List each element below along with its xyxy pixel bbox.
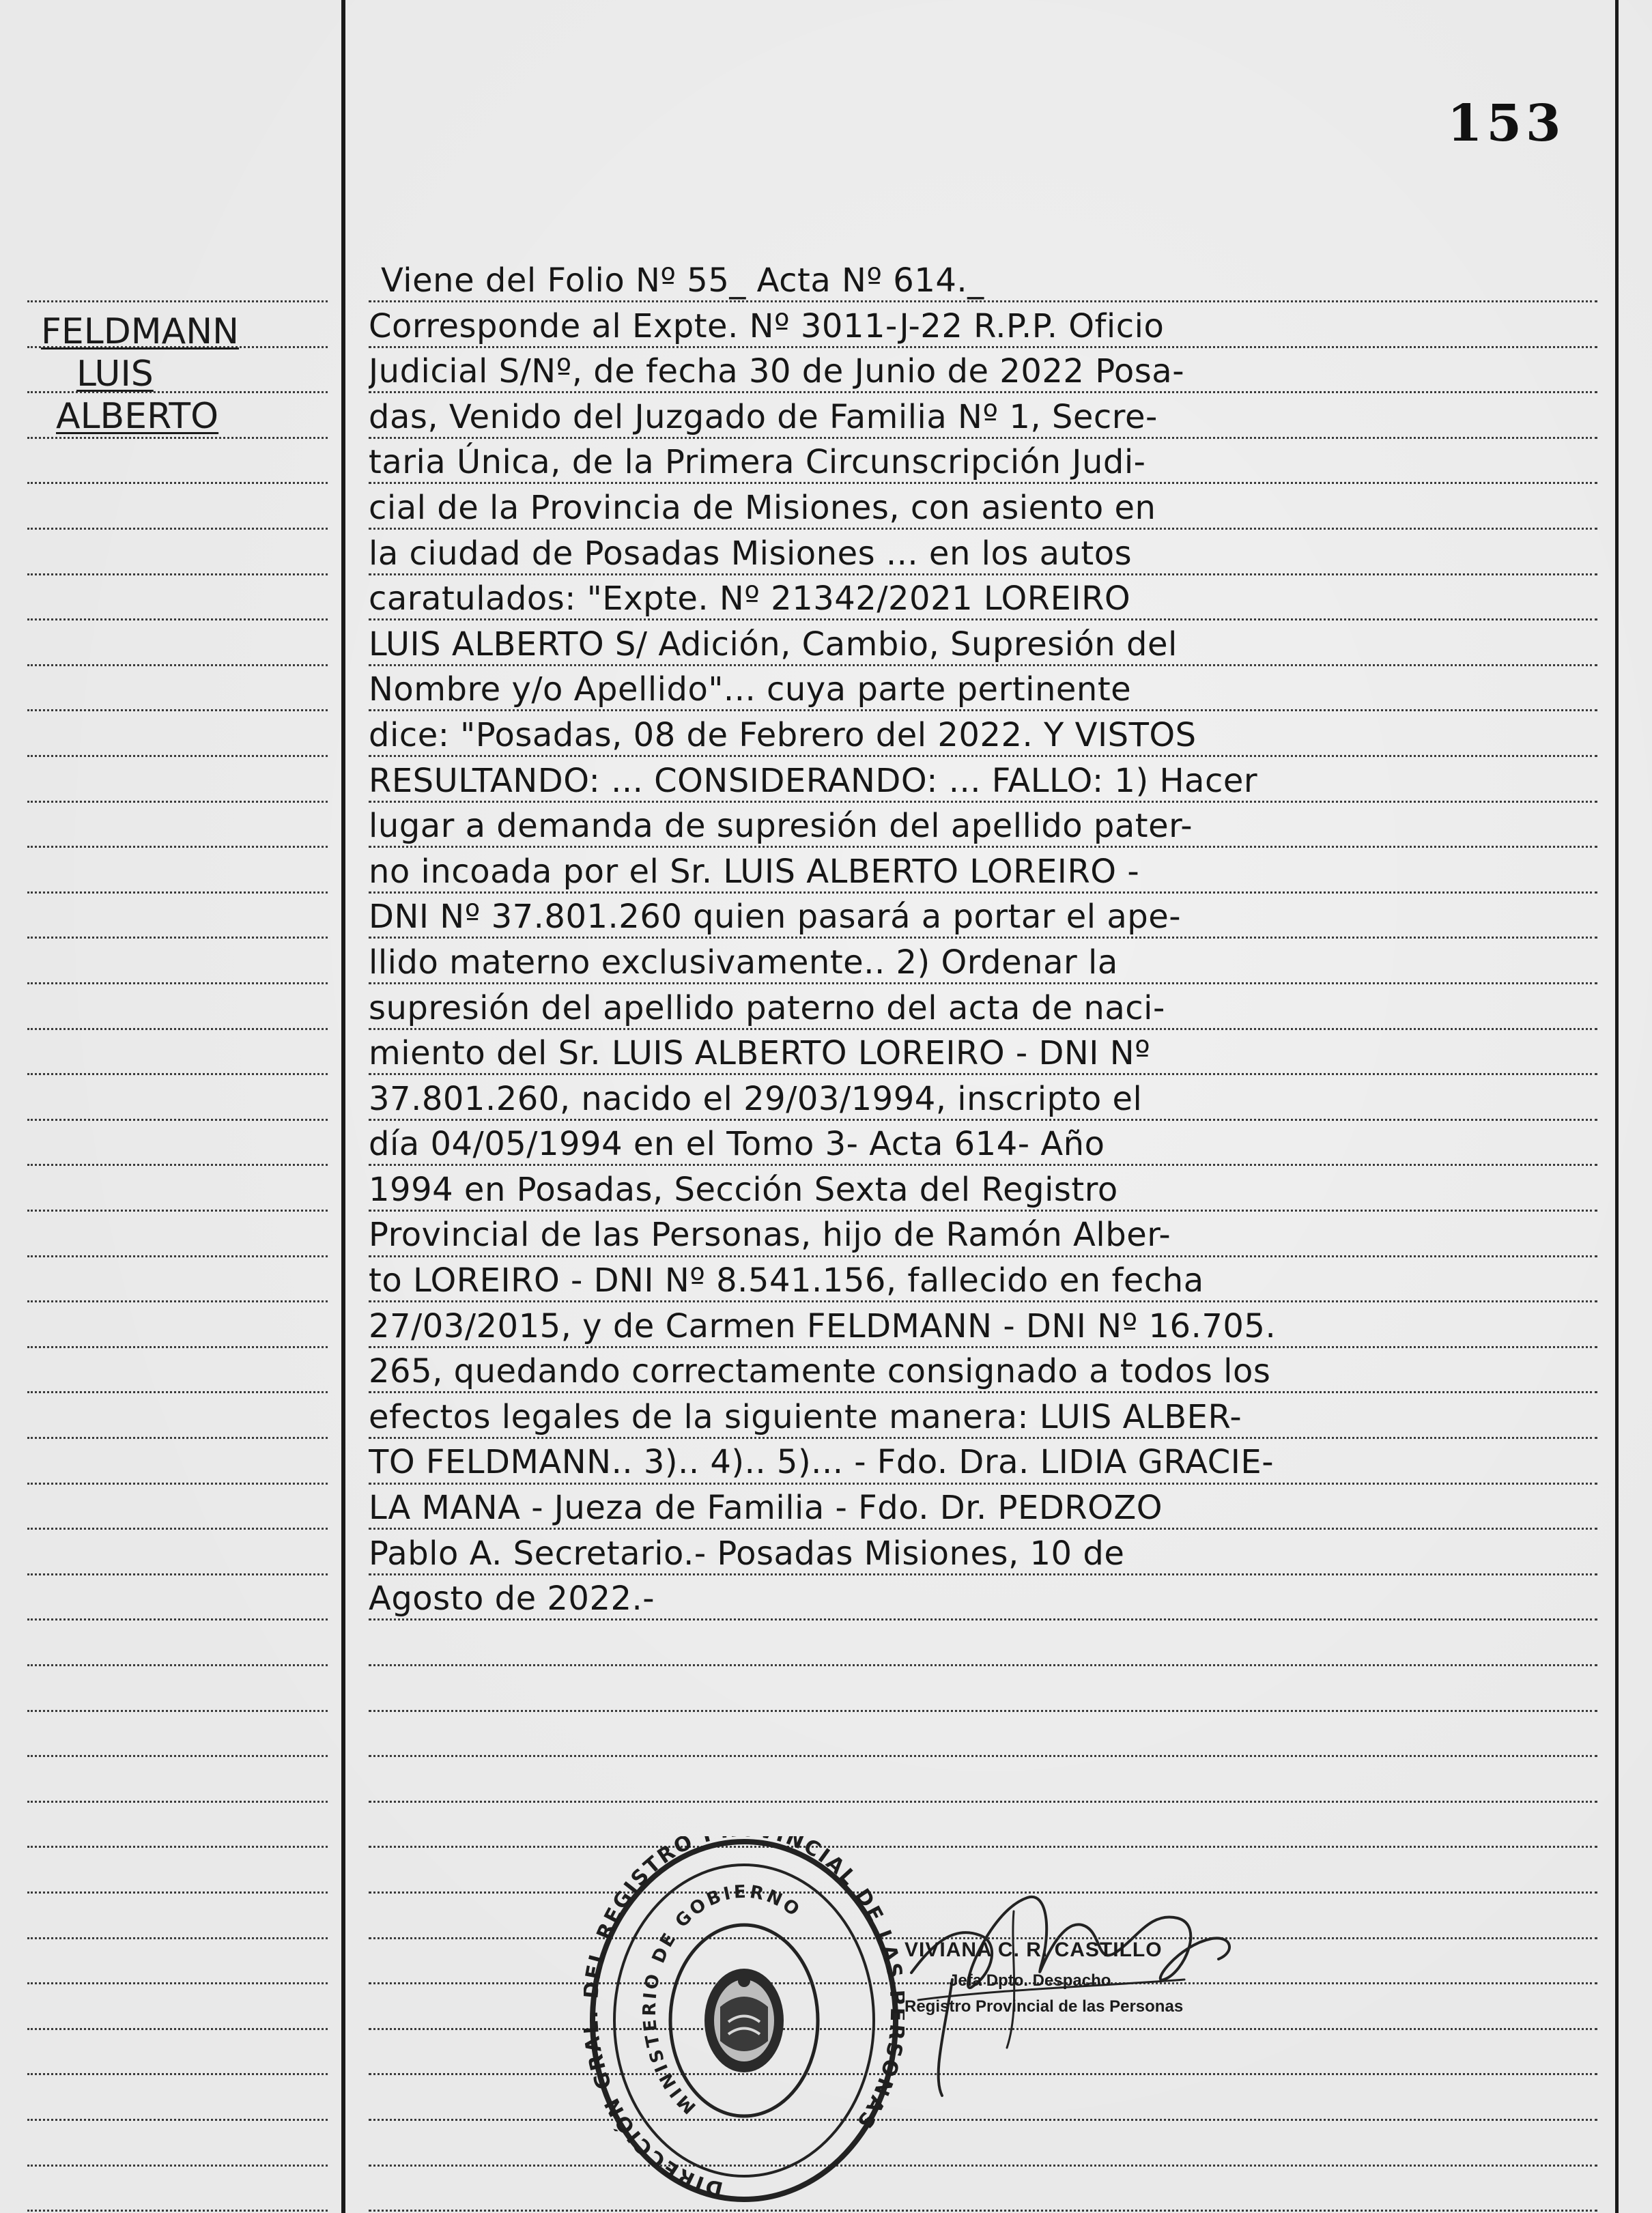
- entry-line: TO FELDMANN.. 3).. 4).. 5)... - Fdo. Dra. LIDIA GRACIE-: [369, 1443, 1274, 1482]
- margin-first-name: LUIS: [76, 354, 154, 395]
- signature-block: [891, 1870, 1246, 2116]
- ruled-line: [27, 1573, 328, 1575]
- entry-line: llido materno exclusivamente.. 2) Ordenar la: [369, 943, 1118, 982]
- entry-line: no incoada por el Sr. LUIS ALBERTO LOREIRO -: [369, 852, 1140, 891]
- ruled-line: [27, 2165, 328, 2167]
- ruled-line: [27, 1346, 328, 1348]
- ruled-line: [369, 1664, 1597, 1666]
- signatory-role: Jefa Dpto. Despacho: [949, 1971, 1111, 1990]
- ruled-line: [27, 1710, 328, 1712]
- entry-line: 265, quedando correctamente consignado a todos los: [369, 1352, 1271, 1391]
- ruled-line: [27, 573, 328, 575]
- ruled-line: [27, 1483, 328, 1485]
- left-margin-rule: [341, 0, 345, 2213]
- entry-line: 37.801.260, nacido el 29/03/1994, inscripto el: [369, 1079, 1143, 1118]
- ruled-line: [369, 1801, 1597, 1803]
- handwritten-signature: [891, 1870, 1246, 2116]
- ruled-line: [369, 1755, 1597, 1757]
- ruled-line: [27, 2073, 328, 2075]
- ruled-line: [27, 528, 328, 530]
- entry-line: cial de la Provincia de Misiones, con asiento en: [369, 488, 1156, 527]
- handwritten-entry: [369, 258, 1604, 1622]
- right-margin-rule: [1615, 0, 1619, 2213]
- ruled-line: [27, 801, 328, 803]
- folio-number: 153: [1447, 94, 1565, 153]
- entry-line: lugar a demanda de supresión del apellido pater-: [369, 807, 1193, 846]
- entry-line: Agosto de 2022.-: [369, 1580, 655, 1618]
- ruled-line: [369, 2165, 1597, 2167]
- entry-line: taria Única, de la Primera Circunscripción Judi-: [369, 443, 1146, 482]
- stamp-inner-text: MINISTERIO DE GOBIERNO: [639, 1881, 806, 2118]
- ruled-line: [27, 982, 328, 984]
- ruled-line: [27, 1846, 328, 1848]
- entry-line: miento del Sr. LUIS ALBERTO LOREIRO - DNI Nº: [369, 1034, 1151, 1073]
- ruled-line: [27, 1210, 328, 1212]
- ruled-line: [369, 2119, 1597, 2121]
- ruled-line: [27, 1028, 328, 1030]
- ruled-line: [27, 709, 328, 711]
- ruled-line: [27, 1391, 328, 1393]
- ruled-line: [27, 482, 328, 484]
- ruled-line: [27, 618, 328, 620]
- entry-line: DNI Nº 37.801.260 quien pasará a portar el ape-: [369, 898, 1182, 937]
- ruled-line: [27, 937, 328, 939]
- ruled-line: [27, 300, 328, 302]
- ruled-line: [27, 755, 328, 757]
- ruled-line: [27, 1801, 328, 1803]
- entry-line: to LOREIRO - DNI Nº 8.541.156, fallecido en fecha: [369, 1261, 1204, 1300]
- ruled-line: [27, 2028, 328, 2030]
- margin-middle-name: ALBERTO: [56, 396, 219, 437]
- stamp-outer-text: DIRECCIÓN GR EL REGISTRO NCIAL DE LAS SONAS: [584, 1836, 905, 2201]
- ruled-line: [27, 1164, 328, 1166]
- entry-line: Judicial S/Nº, de fecha 30 de Junio de 2022 Posa-: [369, 352, 1185, 391]
- ruled-line: [27, 846, 328, 848]
- entry-line: la ciudad de Posadas Misiones ... en los autos: [369, 534, 1133, 573]
- entry-line: das, Venido del Juzgado de Familia Nº 1, Secre-: [369, 397, 1158, 436]
- entry-line: supresión del apellido paterno del acta de naci-: [369, 988, 1165, 1027]
- entry-line: Viene del Folio Nº 55_ Acta Nº 614._: [381, 261, 984, 300]
- ruled-line: [369, 1710, 1597, 1712]
- entry-line: LA MANA - Jueza de Familia - Fdo. Dr. PEDROZO: [369, 1489, 1163, 1528]
- ruled-line: [27, 1119, 328, 1121]
- ruled-line: [27, 1073, 328, 1075]
- ruled-line: [27, 1528, 328, 1530]
- margin-annotation-name: [41, 311, 328, 438]
- entry-line: Nombre y/o Apellido"... cuya parte pertinente: [369, 670, 1132, 709]
- entry-line: Pablo A. Secretario.- Posadas Misiones, 10 de: [369, 1534, 1125, 1573]
- ruled-line: [27, 1891, 328, 1894]
- entry-line: LUIS ALBERTO S/ Adición, Cambio, Supresión del: [369, 625, 1178, 663]
- entry-line: RESULTANDO: ... CONSIDERANDO: ... FALLO: 1) Hacer: [369, 761, 1258, 800]
- ruled-line: [27, 664, 328, 666]
- ruled-line: [27, 1255, 328, 1257]
- signatory-office: Registro Provincial de las Personas: [905, 1997, 1184, 2016]
- ruled-line: [27, 1618, 328, 1621]
- ruled-line: [27, 1937, 328, 1939]
- ruled-line: [27, 1982, 328, 1984]
- entry-line: día 04/05/1994 en el Tomo 3- Acta 614- Año: [369, 1125, 1105, 1164]
- ruled-line: [27, 891, 328, 894]
- ruled-line: [369, 1846, 1597, 1848]
- ruled-line: [27, 2119, 328, 2121]
- ruled-line: [369, 2210, 1597, 2212]
- entry-line: Corresponde al Expte. Nº 3011-J-22 R.P.P. Oficio: [369, 306, 1165, 345]
- signatory-name: VIVIANA C. R. CASTILLO: [905, 1939, 1163, 1961]
- entry-line: caratulados: "Expte. Nº 21342/2021 LOREIRO: [369, 580, 1131, 618]
- official-stamp: [584, 1836, 905, 2205]
- ruled-line: [27, 1300, 328, 1302]
- entry-line: efectos legales de la siguiente manera: LUIS ALBER-: [369, 1397, 1242, 1436]
- entry-line: 27/03/2015, y de Carmen FELDMANN - DNI Nº 16.705.: [369, 1307, 1277, 1345]
- ruled-line: [27, 1664, 328, 1666]
- entry-line: dice: "Posadas, 08 de Febrero del 2022. Y VISTOS: [369, 715, 1197, 754]
- ruled-line: [27, 1755, 328, 1757]
- margin-surname: FELDMANN: [41, 311, 240, 352]
- entry-line: Provincial de las Personas, hijo de Ramón Alber-: [369, 1216, 1171, 1255]
- ruled-line: [27, 1437, 328, 1439]
- coat-of-arms-icon: [704, 1969, 784, 2072]
- entry-line: 1994 en Posadas, Sección Sexta del Registro: [369, 1170, 1118, 1209]
- ruled-line: [27, 2210, 328, 2212]
